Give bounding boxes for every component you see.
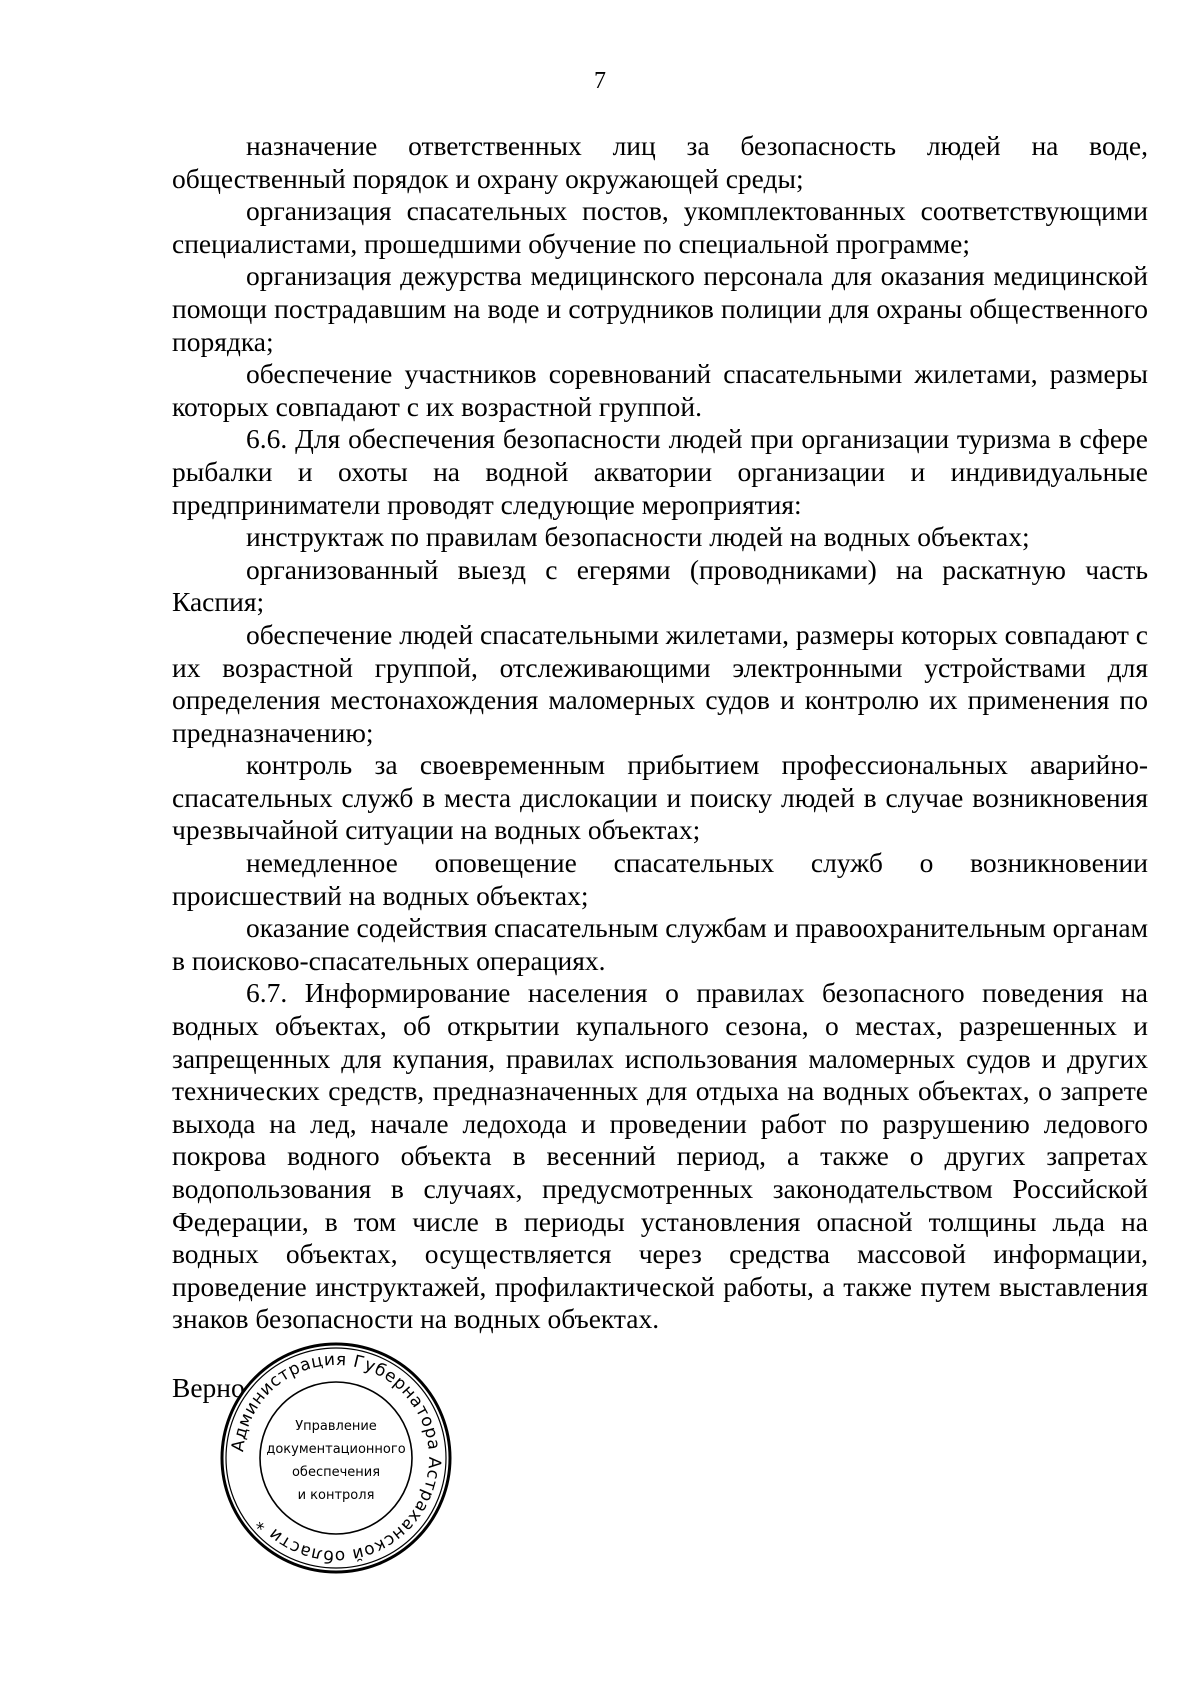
seal-outer-ring [222,1344,450,1572]
official-seal [218,1340,454,1576]
paragraph: инструктаж по правилам безопасности людей на водных объектах; [246,521,1030,553]
seal-inner-line: обеспечения [291,1465,381,1480]
document-body [172,130,1148,1336]
paragraph: оказание содействия спасательным службам и правоохранительным органам в поисково-спасательных операциях. [172,912,1148,976]
seal-inner-line: документационного [266,1442,406,1457]
seal-outer-text: Администрация Губернатора Астраханской области * [228,1349,445,1567]
paragraph: организация дежурства медицинского персонала для оказания медицинской помощи пострадавшим на воде и сотрудников полиции для охраны общественного порядка; [172,260,1148,357]
paragraph: назначение ответственных лиц за безопасность людей на воде, общественный порядок и охрану окружающей среды; [172,130,1148,194]
section-6-6-paragraph: 6.6. Для обеспечения безопасности людей при организации туризма в сфере рыбалки и охоты на водной акватории организации и индивидуальные предприниматели проводят следующие мероприятия: [172,423,1148,520]
paragraph: обеспечение людей спасательными жилетами, размеры которых совпадают с их возрастной группой, отслеживающими электронными устройствами для определения местонахождения маломерных судов и контролю их применения по предназначению; [172,618,1148,748]
seal-inner-line: Управление [295,1419,377,1434]
section-6-7-paragraph: 6.7. Информирование населения о правилах безопасного поведения на водных объектах, об открытии купального сезона, о местах, разрешенных и запрещенных для купания, правилах использования маломерных судов и других технических средств, предназначенных для отдыха на водных объектах, о запрете выхода на лед, начале ледохода и проведении работ по разрушению ледового покрова водного объекта в весенний период, а также о других запретах водопользования в случаях, предусмотренных законодательством Российской Федерации, в том числе в периоды установления опасной толщины льда на водных объектах, осуществляется через средства массовой информации, проведение инструктажей, профилактической работы, а также путем выставления знаков безопасности на водных объектах. [172,977,1148,1335]
signature-verno: Верно [172,1372,245,1403]
seal-graphic [218,1340,454,1576]
page-number: 7 [594,68,606,94]
paragraph: обеспечение участников соревнований спасательными жилетами, размеры которых совпадают с их возрастной группой. [172,358,1148,422]
seal-inner-line: и контроля [297,1488,375,1503]
paragraph: немедленное оповещение спасательных служб о возникновении происшествий на водных объектах; [172,847,1148,911]
paragraph: организация спасательных постов, укомплектованных соответствующими специалистами, прошедшими обучение по специальной программе; [172,195,1148,259]
paragraph: контроль за своевременным прибытием профессиональных аварийно-спасательных служб в места дислокации и поиску людей в случае возникновения чрезвычайной ситуации на водных объектах; [172,749,1148,846]
paragraph: организованный выезд с егерями (проводниками) на раскатную часть Каспия; [172,553,1148,618]
